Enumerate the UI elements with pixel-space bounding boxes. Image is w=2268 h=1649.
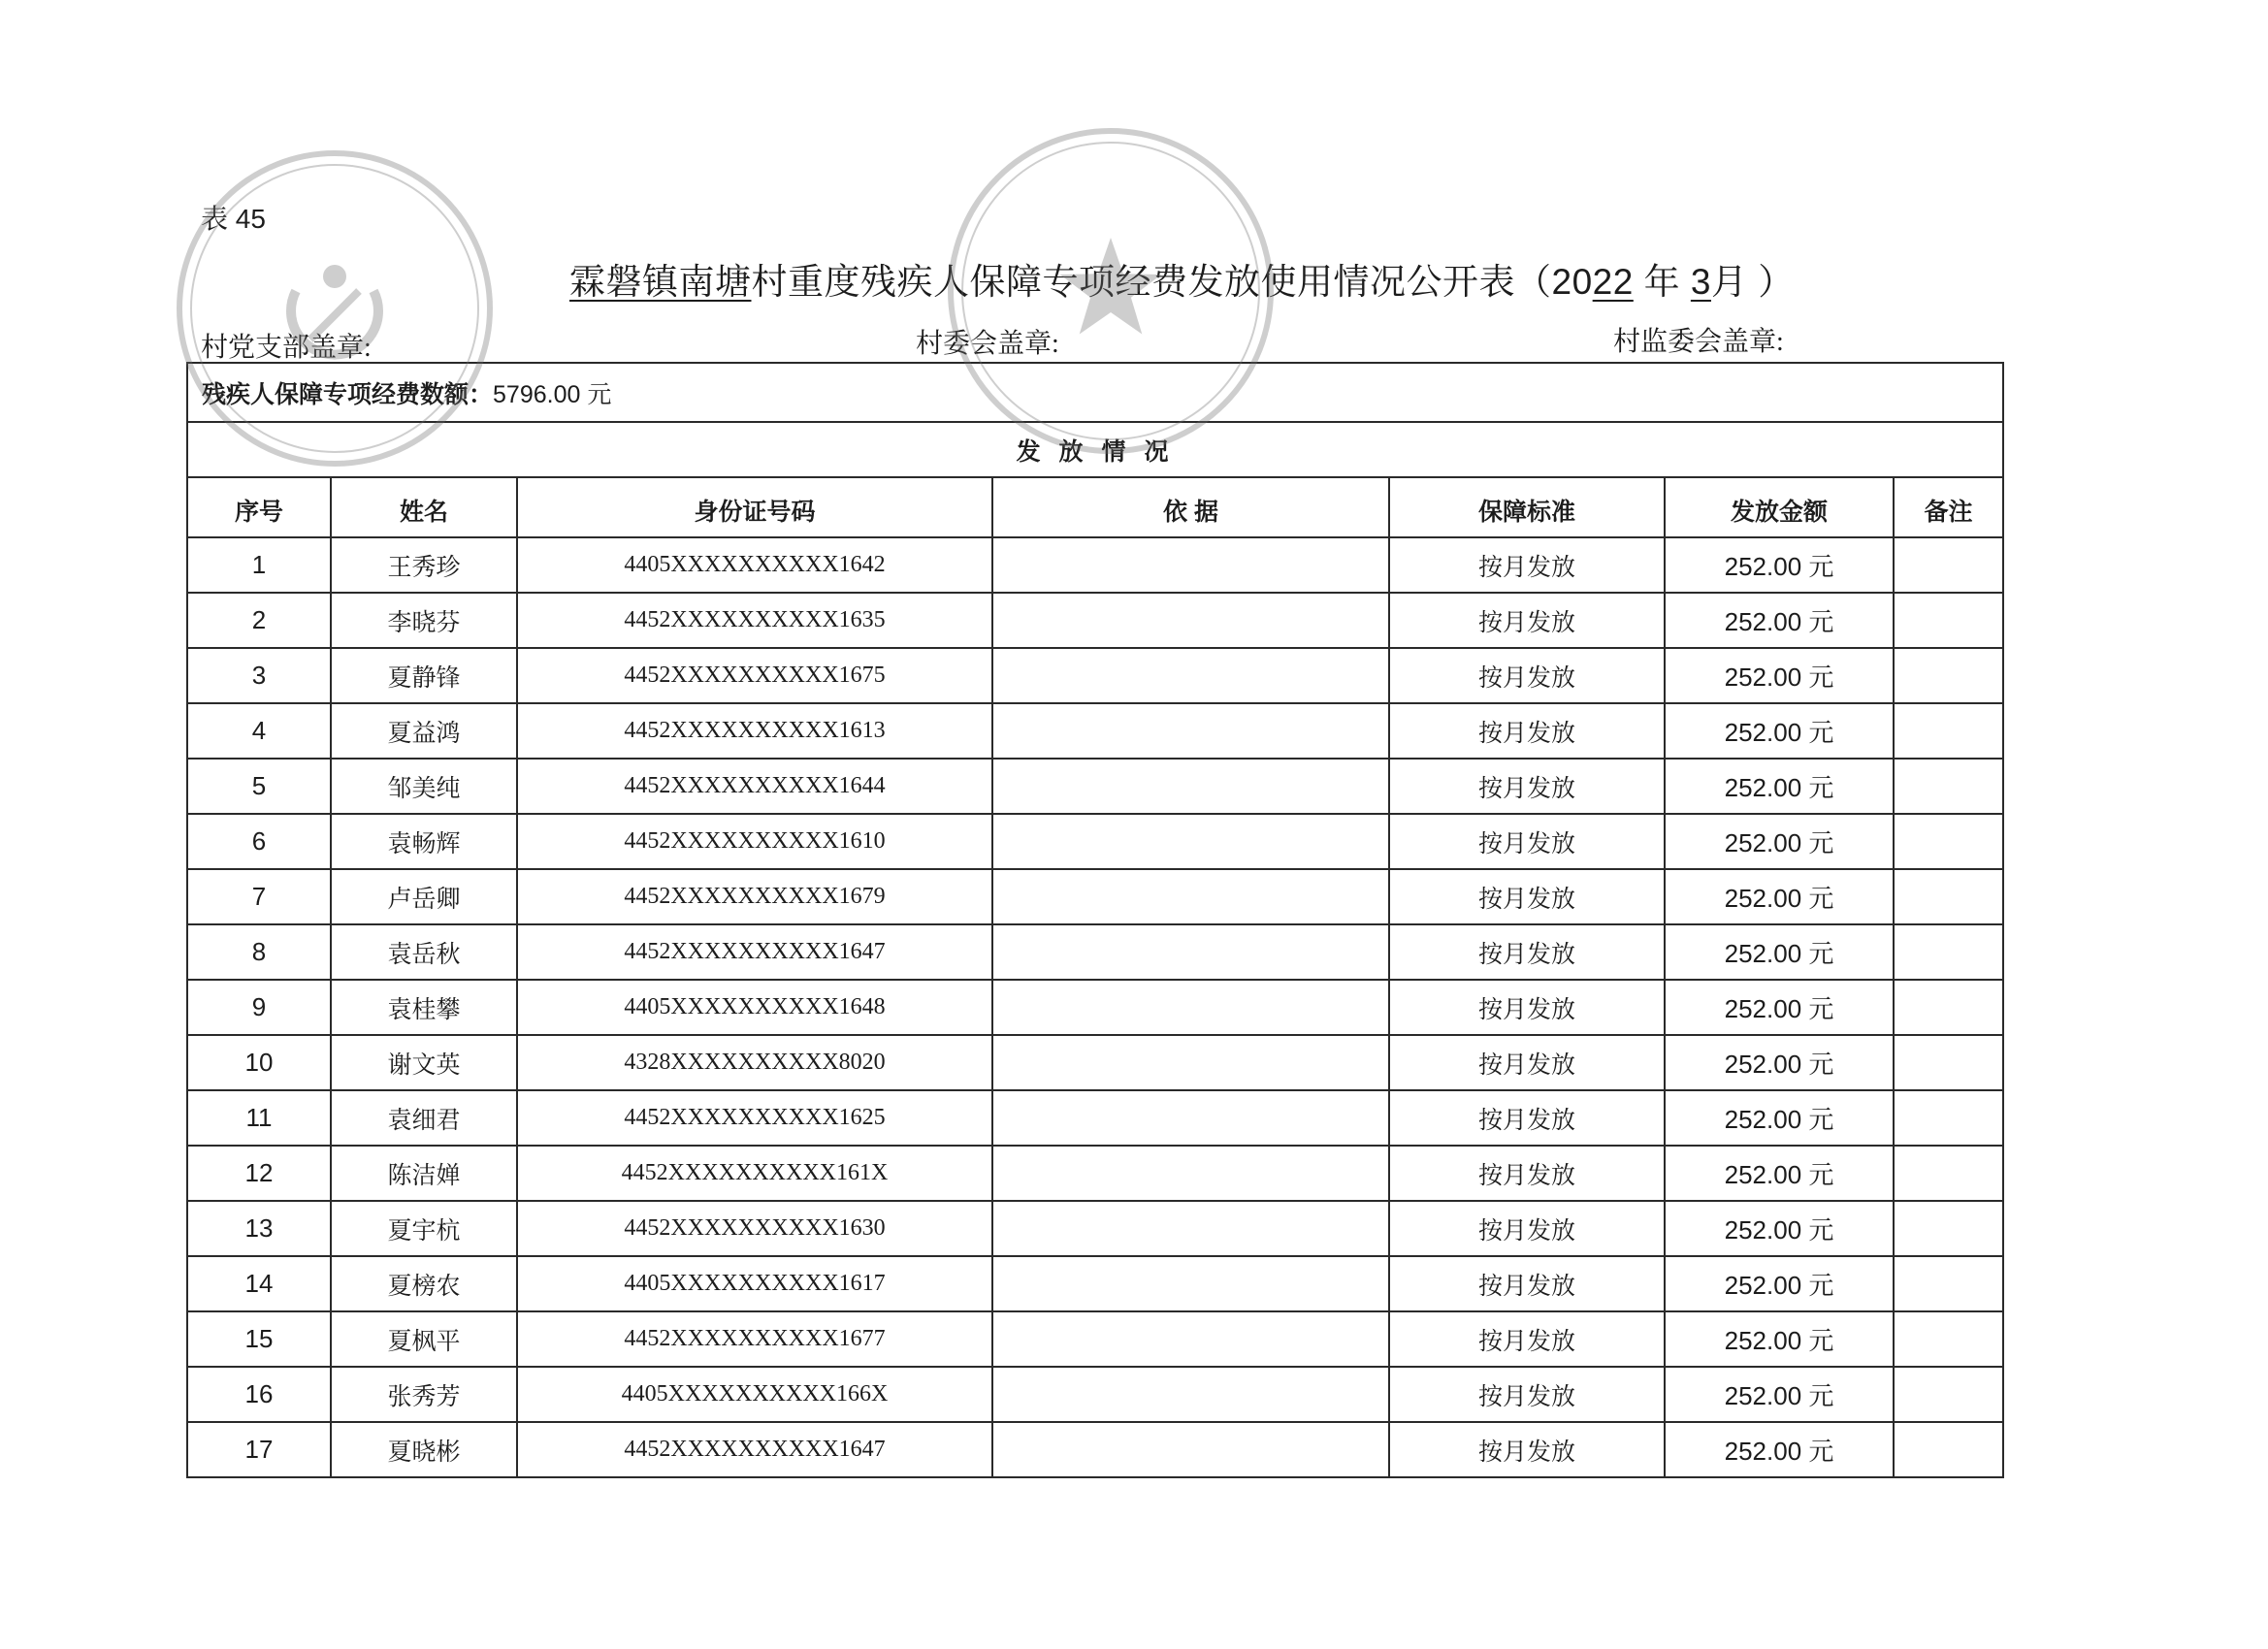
row-number: 17	[187, 1422, 331, 1477]
payment-amount: 252.00 元	[1665, 1035, 1894, 1090]
payment-standard: 按月发放	[1389, 593, 1665, 648]
payment-amount: 252.00 元	[1665, 648, 1894, 703]
remark-cell	[1894, 1146, 2003, 1201]
table-row	[187, 703, 2003, 759]
fund-amount-cell	[187, 363, 2003, 422]
payment-standard: 按月发放	[1389, 1201, 1665, 1256]
table-row	[187, 1090, 2003, 1146]
payment-amount: 252.00 元	[1665, 703, 1894, 759]
title-month-unit: 月 ）	[1710, 262, 1795, 302]
basis-cell	[992, 1367, 1389, 1422]
row-number: 11	[187, 1090, 331, 1146]
remark-cell	[1894, 1367, 2003, 1422]
payment-amount: 252.00 元	[1665, 1146, 1894, 1201]
basis-cell	[992, 1146, 1389, 1201]
section-title-row	[187, 422, 2003, 477]
payment-table	[186, 362, 2004, 1478]
payment-standard: 按月发放	[1389, 1367, 1665, 1422]
payment-standard: 按月发放	[1389, 924, 1665, 980]
remark-cell	[1894, 1201, 2003, 1256]
id-number: 4452XXXXXXXXXX1613	[517, 703, 992, 759]
basis-cell	[992, 703, 1389, 759]
basis-cell	[992, 924, 1389, 980]
fund-amount-label: 残疾人保障专项经费数额：	[202, 380, 494, 408]
remark-cell	[1894, 537, 2003, 593]
table-row	[187, 593, 2003, 648]
basis-cell	[992, 1035, 1389, 1090]
payment-amount: 252.00 元	[1665, 924, 1894, 980]
id-number: 4452XXXXXXXXXX1647	[517, 924, 992, 980]
id-number: 4405XXXXXXXXXX1617	[517, 1256, 992, 1311]
table-row	[187, 1035, 2003, 1090]
row-number: 4	[187, 703, 331, 759]
row-number: 12	[187, 1146, 331, 1201]
payment-amount: 252.00 元	[1665, 980, 1894, 1035]
table-number: 表 45	[201, 204, 266, 234]
payment-standard: 按月发放	[1389, 814, 1665, 869]
remark-cell	[1894, 759, 2003, 814]
remark-cell	[1894, 1256, 2003, 1311]
payment-amount: 252.00 元	[1665, 1422, 1894, 1477]
id-number: 4405XXXXXXXXXX1642	[517, 537, 992, 593]
row-number: 8	[187, 924, 331, 980]
row-number: 7	[187, 869, 331, 924]
recipient-name: 夏枫平	[331, 1311, 517, 1367]
payment-standard: 按月发放	[1389, 1422, 1665, 1477]
column-header-basis: 依 据	[992, 477, 1389, 537]
row-number: 5	[187, 759, 331, 814]
payment-standard: 按月发放	[1389, 980, 1665, 1035]
id-number: 4405XXXXXXXXXX1648	[517, 980, 992, 1035]
basis-cell	[992, 1422, 1389, 1477]
remark-cell	[1894, 814, 2003, 869]
basis-cell	[992, 1311, 1389, 1367]
payment-standard: 按月发放	[1389, 648, 1665, 703]
payment-standard: 按月发放	[1389, 703, 1665, 759]
row-number: 1	[187, 537, 331, 593]
id-number: 4452XXXXXXXXXX1630	[517, 1201, 992, 1256]
column-header-remark: 备注	[1894, 477, 2003, 537]
column-header-standard: 保障标准	[1389, 477, 1665, 537]
remark-cell	[1894, 1422, 2003, 1477]
recipient-name: 卢岳卿	[331, 869, 517, 924]
table-row	[187, 537, 2003, 593]
table-row	[187, 1256, 2003, 1311]
table-row	[187, 1146, 2003, 1201]
table-row	[187, 1422, 2003, 1477]
payment-standard: 按月发放	[1389, 869, 1665, 924]
title-year-unit: 年	[1633, 262, 1691, 302]
payment-standard: 按月发放	[1389, 1146, 1665, 1201]
title-year-suffix: 22	[1592, 262, 1634, 302]
basis-cell	[992, 593, 1389, 648]
basis-cell	[992, 1256, 1389, 1311]
row-number: 15	[187, 1311, 331, 1367]
remark-cell	[1894, 703, 2003, 759]
table-row	[187, 1311, 2003, 1367]
column-header-row	[187, 477, 2003, 537]
basis-cell	[992, 814, 1389, 869]
id-number: 4452XXXXXXXXXX1644	[517, 759, 992, 814]
recipient-name: 谢文英	[331, 1035, 517, 1090]
basis-cell	[992, 1201, 1389, 1256]
remark-cell	[1894, 593, 2003, 648]
basis-cell	[992, 869, 1389, 924]
recipient-name: 王秀珍	[331, 537, 517, 593]
recipient-name: 袁畅辉	[331, 814, 517, 869]
id-number: 4452XXXXXXXXXX1679	[517, 869, 992, 924]
payment-amount: 252.00 元	[1665, 1201, 1894, 1256]
payment-standard: 按月发放	[1389, 1311, 1665, 1367]
id-number: 4452XXXXXXXXXX1677	[517, 1311, 992, 1367]
payment-amount: 252.00 元	[1665, 869, 1894, 924]
supervision-committee-seal-label: 村监委会盖章:	[1613, 327, 1784, 357]
recipient-name: 张秀芳	[331, 1367, 517, 1422]
fund-amount-row	[187, 363, 2003, 422]
recipient-name: 袁桂攀	[331, 980, 517, 1035]
fund-amount-value: 5796.00 元	[493, 380, 612, 408]
payment-amount: 252.00 元	[1665, 1256, 1894, 1311]
id-number: 4452XXXXXXXXXX1610	[517, 814, 992, 869]
row-number: 16	[187, 1367, 331, 1422]
row-number: 9	[187, 980, 331, 1035]
column-header-no: 序号	[187, 477, 331, 537]
row-number: 10	[187, 1035, 331, 1090]
recipient-name: 夏榜农	[331, 1256, 517, 1311]
table-row	[187, 814, 2003, 869]
recipient-name: 袁岳秋	[331, 924, 517, 980]
payment-standard: 按月发放	[1389, 1090, 1665, 1146]
id-number: 4452XXXXXXXXXX1625	[517, 1090, 992, 1146]
payment-amount: 252.00 元	[1665, 537, 1894, 593]
row-number: 2	[187, 593, 331, 648]
payment-amount: 252.00 元	[1665, 593, 1894, 648]
id-number: 4328XXXXXXXXXX8020	[517, 1035, 992, 1090]
remark-cell	[1894, 648, 2003, 703]
row-number: 14	[187, 1256, 331, 1311]
id-number: 4452XXXXXXXXXX1635	[517, 593, 992, 648]
payment-amount: 252.00 元	[1665, 814, 1894, 869]
row-number: 6	[187, 814, 331, 869]
basis-cell	[992, 648, 1389, 703]
recipient-name: 夏宇杭	[331, 1201, 517, 1256]
row-number: 13	[187, 1201, 331, 1256]
table-row	[187, 759, 2003, 814]
column-header-id: 身份证号码	[517, 477, 992, 537]
basis-cell	[992, 1090, 1389, 1146]
remark-cell	[1894, 1090, 2003, 1146]
recipient-name: 夏晓彬	[331, 1422, 517, 1477]
payment-standard: 按月发放	[1389, 759, 1665, 814]
column-header-amount: 发放金额	[1665, 477, 1894, 537]
title-place: 霖磐镇南塘	[569, 262, 752, 302]
recipient-name: 夏益鸿	[331, 703, 517, 759]
id-number: 4452XXXXXXXXXX1647	[517, 1422, 992, 1477]
column-header-name: 姓名	[331, 477, 517, 537]
payment-amount: 252.00 元	[1665, 1367, 1894, 1422]
payment-standard: 按月发放	[1389, 537, 1665, 593]
remark-cell	[1894, 869, 2003, 924]
remark-cell	[1894, 1311, 2003, 1367]
table-row	[187, 1201, 2003, 1256]
table-row	[187, 648, 2003, 703]
table-row	[187, 980, 2003, 1035]
page-title	[569, 252, 1795, 305]
remark-cell	[1894, 980, 2003, 1035]
table-row	[187, 1367, 2003, 1422]
payment-amount: 252.00 元	[1665, 759, 1894, 814]
village-committee-seal-label: 村委会盖章:	[916, 329, 1059, 359]
id-number: 4452XXXXXXXXXX161X	[517, 1146, 992, 1201]
party-branch-seal-label: 村党支部盖章:	[201, 333, 372, 363]
remark-cell	[1894, 924, 2003, 980]
recipient-name: 李晓芬	[331, 593, 517, 648]
payment-standard: 按月发放	[1389, 1256, 1665, 1311]
basis-cell	[992, 537, 1389, 593]
recipient-name: 夏静锋	[331, 648, 517, 703]
basis-cell	[992, 980, 1389, 1035]
section-title: 发 放 情 况	[187, 422, 2003, 477]
recipient-name: 陈洁婵	[331, 1146, 517, 1201]
basis-cell	[992, 759, 1389, 814]
remark-cell	[1894, 1035, 2003, 1090]
payment-standard: 按月发放	[1389, 1035, 1665, 1090]
payment-amount: 252.00 元	[1665, 1311, 1894, 1367]
table-row	[187, 924, 2003, 980]
id-number: 4405XXXXXXXXXX166X	[517, 1367, 992, 1422]
title-main: 村重度残疾人保障专项经费发放使用情况公开表（20	[751, 262, 1593, 302]
payment-amount: 252.00 元	[1665, 1090, 1894, 1146]
title-month: 3	[1690, 262, 1711, 302]
recipient-name: 邹美纯	[331, 759, 517, 814]
row-number: 3	[187, 648, 331, 703]
recipient-name: 袁细君	[331, 1090, 517, 1146]
id-number: 4452XXXXXXXXXX1675	[517, 648, 992, 703]
table-row	[187, 869, 2003, 924]
